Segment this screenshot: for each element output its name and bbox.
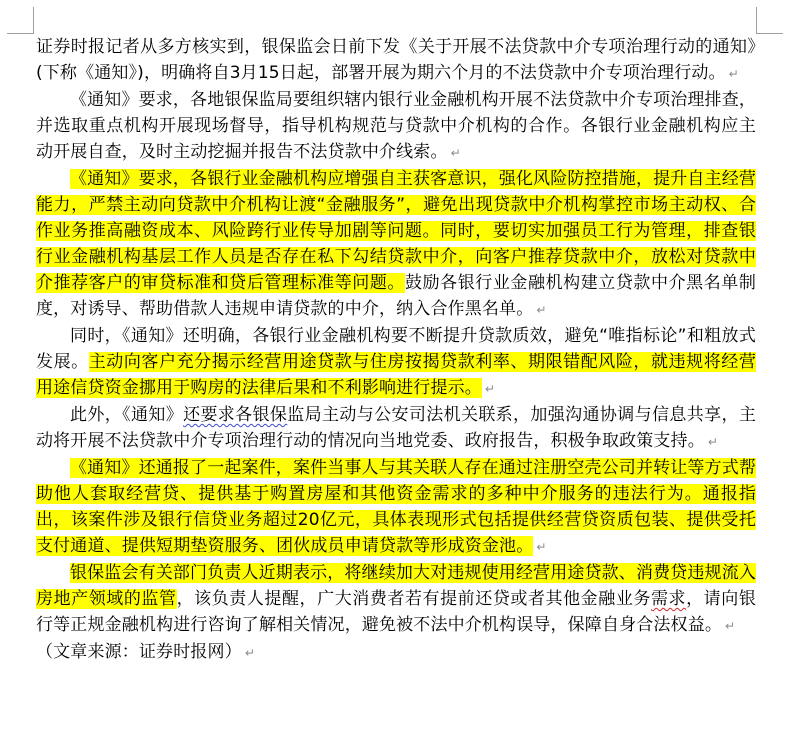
highlighted-text: 主动向客户充分揭示经营用途贷款与住房按揭贷款利率、期限错配风险，就违规将经营用途信贷资金挪用于购房的法律后果和不利影响进行提示。 <box>36 352 756 398</box>
paragraph-text: 《通知》要求，各地银保监局要组织辖内银行业金融机构开展不法贷款中介专项治理排查，并选取重点机构开展现场督导，指导机构规范与贷款中介机构的合作。各银行业金融机构应主动开展自查，及时主动挖掘并报告不法贷款中介线索。 <box>36 90 756 162</box>
grammar-underlined-text[interactable]: 还要求各银保 <box>183 405 288 425</box>
highlighted-text: 《通知》还通报了一起案件，案件当事人与其关联人存在通过注册空壳公司并转让等方式帮助他人套取经营贷、提供基于购置房屋和其他资金需求的多种中介服务的违法行为。通报指出，该案件涉及银行信贷业务超过20亿元，具体表现形式包括提供经营贷资质包装、提供受托支付通道、提供短期垫资服务、团伙成员申请贷款等形成资金池。 <box>36 458 756 556</box>
spelling-underlined-text[interactable]: 需求 <box>650 589 687 609</box>
paragraph-text: 此外，《通知》 <box>70 405 184 425</box>
source-text: （文章来源：证券时报网） <box>36 642 242 662</box>
highlighted-text: 银保监会有关部门负责人近期表示，将继续加大对违规使用经营用途贷款、消费贷违规流入房地产领域的监管 <box>36 563 756 609</box>
paragraph-mark-icon: ↵ <box>450 146 461 160</box>
paragraph-mark-icon: ↵ <box>536 303 547 317</box>
paragraph-2[interactable] <box>36 87 756 166</box>
paragraph-text: 鼓励各银行业金融机构建立贷款中介黑名单制度，对诱导、帮助借款人违规申请贷款的中介，纳入合作黑名单。 <box>36 273 756 319</box>
paragraph-mark-icon: ↵ <box>728 67 739 81</box>
paragraph-mark-icon: ↵ <box>244 646 256 660</box>
paragraph-mark-icon: ↵ <box>536 540 547 554</box>
paragraph-1[interactable] <box>36 34 756 87</box>
paragraph-mark-icon: ↵ <box>725 619 736 633</box>
margin-corner-mark <box>7 7 34 34</box>
paragraph-source[interactable] <box>36 639 756 666</box>
paragraph-5[interactable] <box>36 402 756 455</box>
paragraph-text: 监局主动与公安司法机关联系，加强沟通协调与信息共享，主动将开展不法贷款中介专项治理行动的情况向当地党委、政府报告，积极争取政策支持。 <box>36 405 756 451</box>
paragraph-mark-icon: ↵ <box>484 382 496 396</box>
paragraph-7[interactable] <box>36 560 756 639</box>
document-body[interactable] <box>36 34 756 666</box>
paragraph-text: 同时，《通知》还明确，各银行业金融机构要不断提升贷款质效，避免“唯指标论”和粗放式发展。 <box>36 326 756 372</box>
paragraph-text: 证券时报记者从多方核实到，银保监会日前下发《关于开展不法贷款中介专项治理行动的通知》(下称《通知》)，明确将自3月15日起，部署开展为期六个月的不法贷款中介专项治理行动。 <box>36 37 756 83</box>
margin-corner-mark <box>756 7 783 34</box>
paragraph-6[interactable] <box>36 455 756 560</box>
highlighted-text: 《通知》要求，各银行业金融机构应增强自主获客意识，强化风险防控措施，提升自主经营能力，严禁主动向贷款中介机构让渡“金融服务”，避免出现贷款中介机构掌控市场主动权、合作业务推高融资成本、风险跨行业传导加剧等问题。同时，要切实加强员工行为管理，排查银行业金融机构基层工作人员是否存在私下勾结贷款中介，向客户推荐贷款中介，放松对贷款中介推荐客户的审贷标准和贷后管理标准等问题。 <box>36 169 756 293</box>
paragraph-3[interactable] <box>36 166 756 323</box>
paragraph-4[interactable] <box>36 323 756 402</box>
paragraph-text: ，请向银行等正规金融机构进行咨询了解相关情况，避免被不法中介机构误导，保障自身合法权益。 <box>36 589 756 635</box>
paragraph-text: ，该负责人提醒，广大消费者若有提前还贷或者其他金融业务 <box>176 589 651 609</box>
paragraph-mark-icon: ↵ <box>707 435 719 449</box>
